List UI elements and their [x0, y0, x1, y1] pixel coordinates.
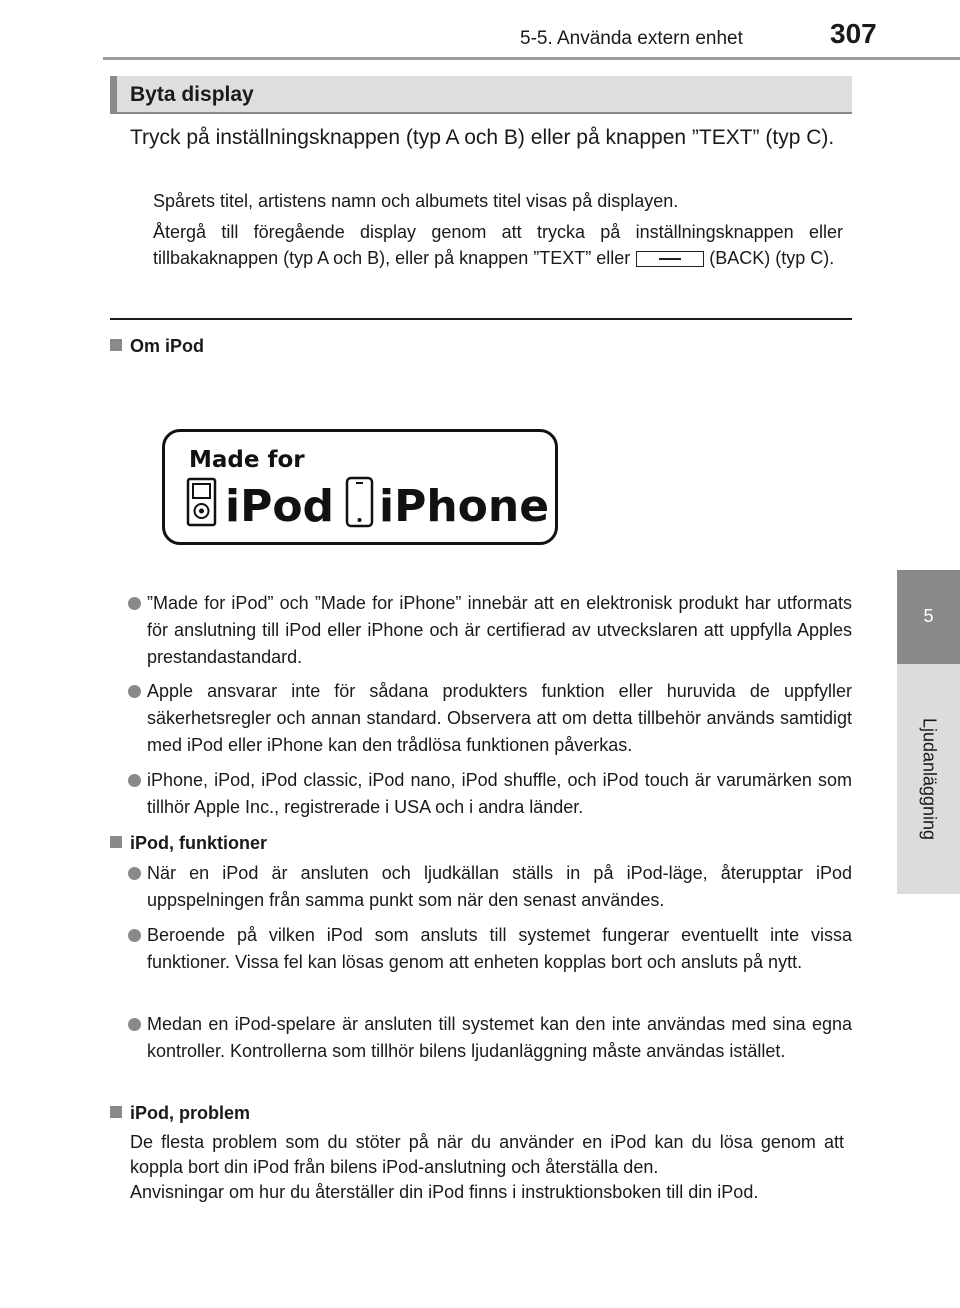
- heading-om-ipod-text: Om iPod: [130, 336, 205, 356]
- logo-made-for: Made for: [189, 447, 305, 473]
- list-item: Medan en iPod-spelare är ansluten till systemet kan den inte användas med sina egna kontroller. Kontrollerna som tillhör bilens ljudanläggning måste användas istället.: [128, 1011, 852, 1065]
- box-sub-text-1: Spårets titel, artistens namn och albumets titel visas på displayen.: [153, 191, 679, 211]
- header-rule: [103, 57, 960, 60]
- heading-ipod-funktioner-text: iPod, funktioner: [130, 833, 267, 853]
- list-item: iPhone, iPod, iPod classic, iPod nano, iPod shuffle, och iPod touch är varumärken som tillhör Apple Inc., registrerade i USA och i andra länder.: [128, 767, 852, 821]
- heading-square-icon: [110, 836, 122, 848]
- list-item: ”Made for iPod” och ”Made for iPhone” innebär att en elektronisk produkt har utformats för anslutning till iPod eller iPhone och är certifierad av utveckslaren att uppfylla Apples prestandastandard.: [128, 590, 852, 671]
- bullet-icon: [128, 867, 141, 880]
- box-instruction: Tryck på inställningsknappen (typ A och B) eller på knappen ”TEXT” (typ C).: [130, 126, 835, 149]
- box-sub-text-2: [153, 219, 843, 271]
- list-item: Apple ansvarar inte för sådana produkters funktion eller huruvida de uppfyller säkerhetsregler och annan standard. Observera att om detta tillbehör används samtidigt med iPod eller iPhone kan den trådlösa funktionen påverkas.: [128, 678, 852, 759]
- heading-ipod-problem: [110, 1103, 250, 1124]
- bullet-icon: [128, 597, 141, 610]
- bullet-icon: [128, 929, 141, 942]
- box-header-bar: [110, 76, 117, 114]
- box-title: Byta display: [130, 83, 254, 106]
- heading-ipod-problem-text: iPod, problem: [130, 1103, 251, 1123]
- page-number: 307: [830, 18, 877, 49]
- problem-text-1: De flesta problem som du stöter på när du använder en iPod kan du lösa genom att koppla bort din iPod från bilens iPod-anslutning och återställa den.: [130, 1132, 844, 1177]
- bullet-icon: [128, 774, 141, 787]
- list-item: Beroende på vilken iPod som ansluts till systemet fungerar eventuellt inte vissa funktioner. Vissa fel kan lösas genom att enheten kopplas bort och ansluts på nytt.: [128, 922, 852, 976]
- chapter-number: 5: [923, 606, 934, 626]
- back-key-icon: [636, 251, 704, 267]
- logo-iphone: iPhone: [379, 481, 550, 532]
- section-divider: [110, 318, 852, 320]
- bullet-icon: [128, 1018, 141, 1031]
- heading-om-ipod: [110, 336, 204, 357]
- box-header: [110, 76, 852, 114]
- box-sub-text-2a: Återgå till föregående display genom att trycka på inställningsknappen eller tillbakaknappen (typ A och B), eller på knappen ”TEXT” eller: [153, 222, 843, 268]
- made-for-ipod-iphone-logo: [162, 429, 558, 545]
- logo-ipod: iPod: [225, 481, 335, 532]
- list-item: När en iPod är ansluten och ljudkällan ställs in på iPod-läge, återupptar iPod uppspelningen från samma punkt som när den senast användes.: [128, 860, 852, 914]
- box-sub-text-2b: (BACK) (typ C).: [709, 248, 835, 268]
- ipod-device-icon: [188, 479, 215, 525]
- heading-square-icon: [110, 339, 122, 351]
- chapter-tab: [897, 570, 960, 664]
- section-title: 5-5. Använda extern enhet: [520, 28, 743, 49]
- chapter-label-tab: [897, 664, 960, 894]
- iphone-device-icon: [347, 478, 372, 526]
- heading-square-icon: [110, 1106, 122, 1118]
- chapter-label: Ljudanläggning: [919, 717, 939, 841]
- heading-ipod-funktioner: [110, 833, 267, 854]
- bullet-icon: [128, 685, 141, 698]
- problem-text-2: Anvisningar om hur du återställer din iPod finns i instruktionsboken till din iPod.: [130, 1182, 759, 1202]
